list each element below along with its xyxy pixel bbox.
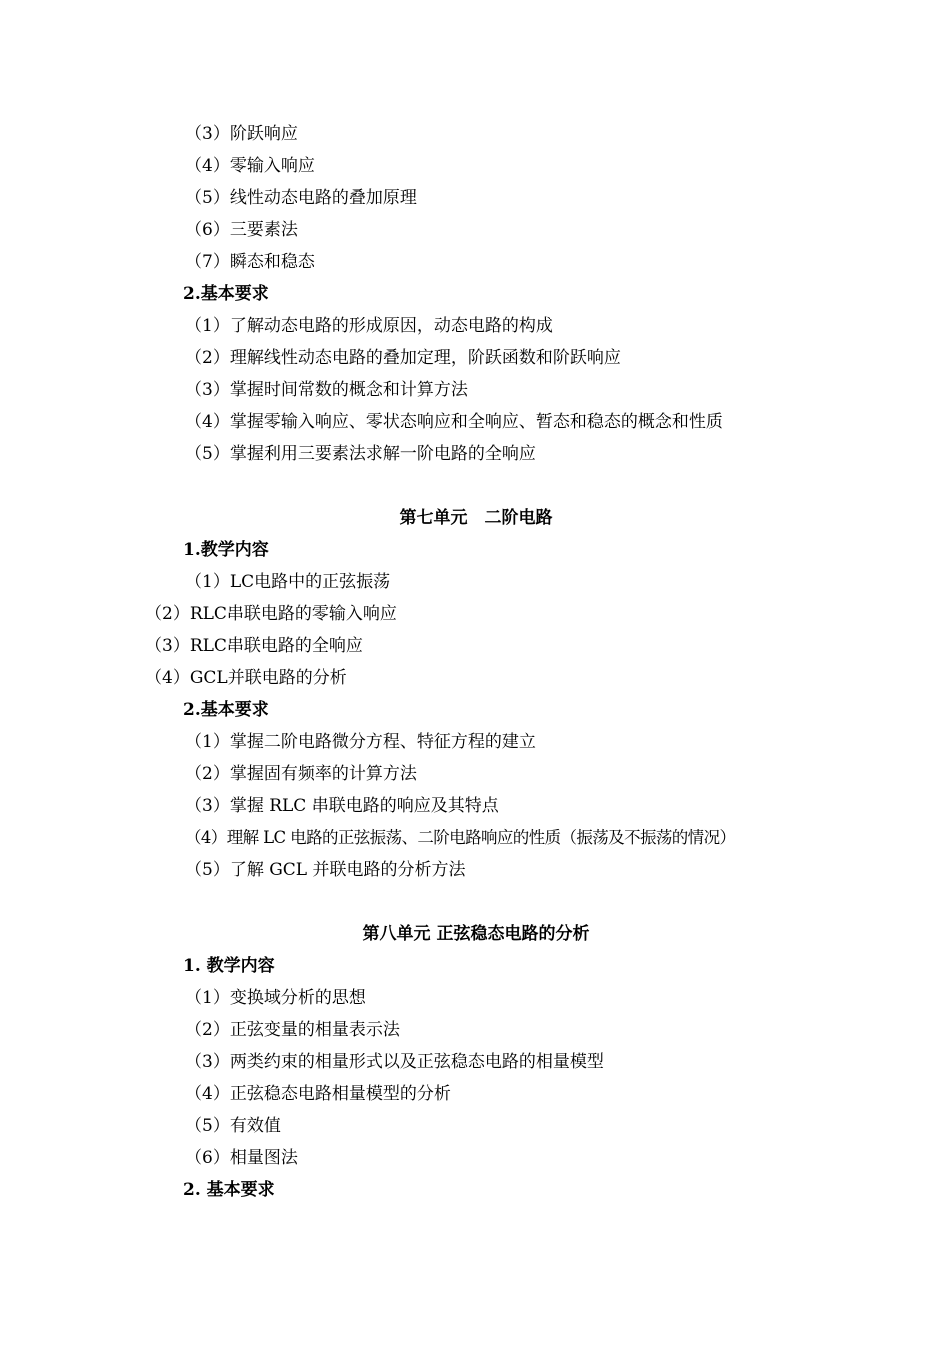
list-item: （4）GCL并联电路的分析 <box>145 668 347 688</box>
list-item: （4）掌握零输入响应、零状态响应和全响应、暂态和稳态的概念和性质 <box>185 412 723 432</box>
list-item: （2）RLC串联电路的零输入响应 <box>145 604 397 624</box>
list-item: （1）LC电路中的正弦振荡 <box>185 572 391 592</box>
list-item: （4）正弦稳态电路相量模型的分析 <box>185 1084 451 1104</box>
list-item: （5）了解 GCL 并联电路的分析方法 <box>185 860 466 880</box>
list-item: （1）掌握二阶电路微分方程、特征方程的建立 <box>185 732 536 752</box>
list-item: （2）掌握固有频率的计算方法 <box>185 764 417 784</box>
list-item: （3）阶跃响应 <box>185 124 298 144</box>
section-heading: 2.基本要求 <box>183 700 269 720</box>
list-item: （7）瞬态和稳态 <box>185 252 315 272</box>
list-item: （3）两类约束的相量形式以及正弦稳态电路的相量模型 <box>185 1052 604 1072</box>
list-item: （2）正弦变量的相量表示法 <box>185 1020 400 1040</box>
section-heading: 2.基本要求 <box>183 284 269 304</box>
section-heading: 2. 基本要求 <box>183 1180 275 1200</box>
list-item: （5）掌握利用三要素法求解一阶电路的全响应 <box>185 444 536 464</box>
list-item: （5）线性动态电路的叠加原理 <box>185 188 417 208</box>
list-item: （3）掌握时间常数的概念和计算方法 <box>185 380 468 400</box>
list-item: （3）RLC串联电路的全响应 <box>145 636 363 656</box>
list-item: （2）理解线性动态电路的叠加定理，阶跃函数和阶跃响应 <box>185 348 621 368</box>
list-item: （6）三要素法 <box>185 220 298 240</box>
unit-title: 第八单元 正弦稳态电路的分析 <box>362 924 590 944</box>
list-item: （6）相量图法 <box>185 1148 298 1168</box>
unit-title: 第七单元 二阶电路 <box>399 508 553 528</box>
list-item: （3）掌握 RLC 串联电路的响应及其特点 <box>185 796 499 816</box>
list-item: （4）理解 LC 电路的正弦振荡、二阶电路响应的性质（振荡及不振荡的情况） <box>185 828 736 847</box>
section-heading: 1. 教学内容 <box>183 956 275 976</box>
list-item: （1）变换域分析的思想 <box>185 988 366 1008</box>
list-item: （5）有效值 <box>185 1116 281 1136</box>
list-item: （4）零输入响应 <box>185 156 315 176</box>
section-heading: 1.教学内容 <box>183 540 269 560</box>
list-item: （1）了解动态电路的形成原因，动态电路的构成 <box>185 316 553 336</box>
